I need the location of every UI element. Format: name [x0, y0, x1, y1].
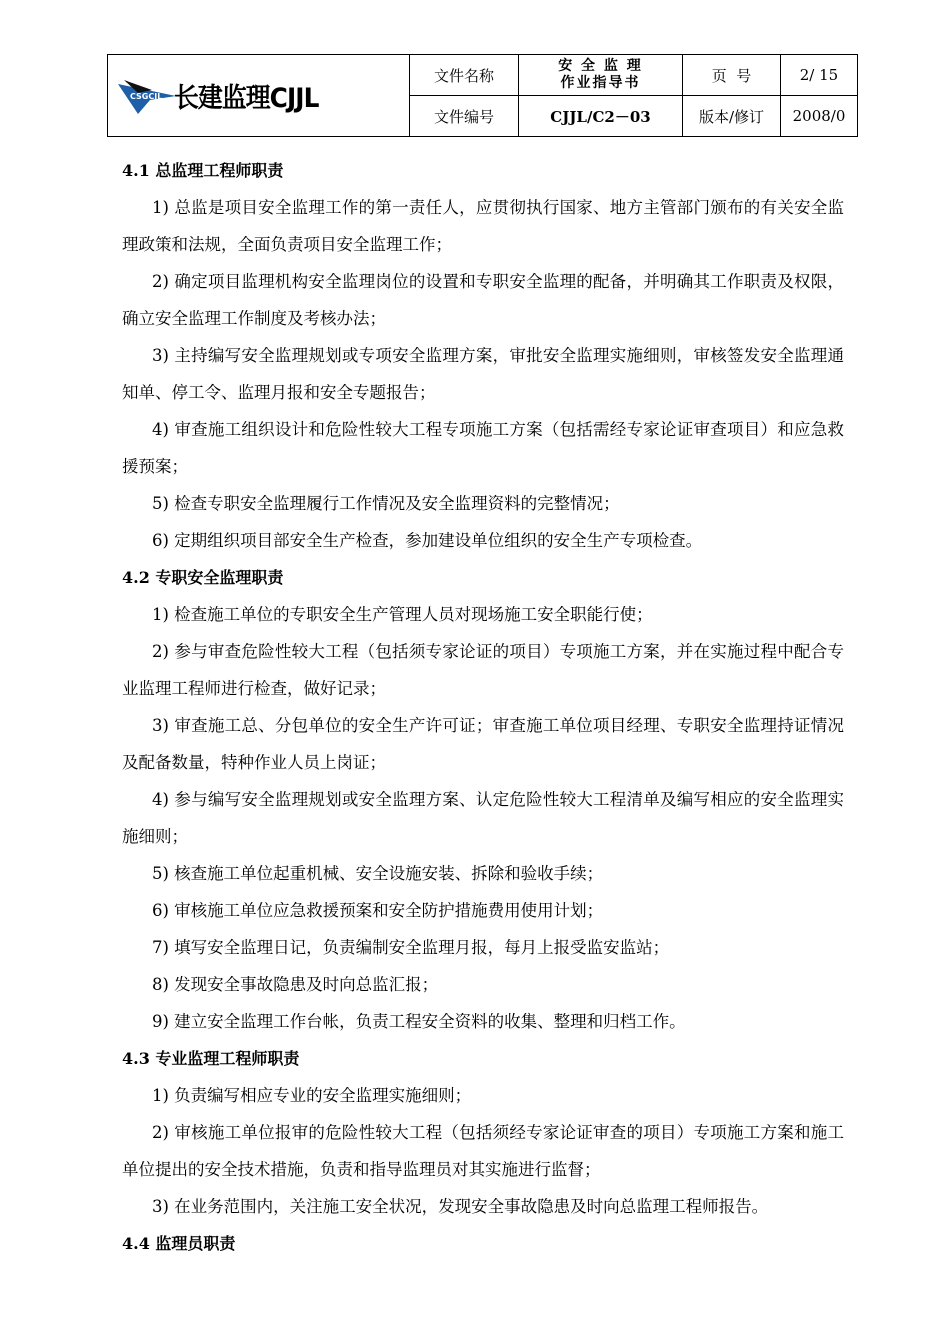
- logo-cell: [108, 55, 410, 137]
- list-item: 5) 检查专职安全监理履行工作情况及安全监理资料的完整情况；: [152, 494, 620, 513]
- list-item: 2) 审核施工单位报审的危险性较大工程（包括须经专家论证审查的项目）专项施工方案和施工单位提出的安全技术措施，负责和指导监理员对其实施进行监督；: [122, 1123, 844, 1179]
- file-name-line-2: 作业指导书: [560, 75, 641, 91]
- list-item: 1) 总监是项目安全监理工作的第一责任人，应贯彻执行国家、地方主管部门颁布的有关安全监理政策和法规，全面负责项目安全监理工作；: [122, 198, 844, 254]
- logo-mark-text: CSGCJL: [130, 91, 163, 101]
- version-label: 版本/修订: [683, 96, 781, 137]
- document-body: [122, 152, 844, 1262]
- section-heading: 4.1 总监理工程师职责: [122, 161, 284, 180]
- list-item: 2) 参与审查危险性较大工程（包括须专家论证的项目）专项施工方案，并在实施过程中配合专业监理工程师进行检查，做好记录；: [122, 642, 844, 698]
- file-name-label: 文件名称: [410, 55, 519, 96]
- file-no-label: 文件编号: [410, 96, 519, 137]
- page-label: 页 号: [683, 55, 781, 96]
- list-item: 8) 发现安全事故隐患及时向总监汇报；: [152, 975, 439, 994]
- company-logo-icon: [116, 76, 178, 116]
- document-header-table: [107, 54, 858, 137]
- list-item: 9) 建立安全监理工作台帐，负责工程安全资料的收集、整理和归档工作。: [152, 1012, 686, 1031]
- list-item: 6) 定期组织项目部安全生产检查，参加建设单位组织的安全生产专项检查。: [152, 531, 703, 550]
- page-value: 2/ 15: [781, 55, 858, 96]
- section-heading: 4.3 专业监理工程师职责: [122, 1049, 300, 1068]
- file-name-value: [519, 55, 683, 96]
- list-item: 5) 核查施工单位起重机械、安全设施安装、拆除和验收手续；: [152, 864, 604, 883]
- list-item: 6) 审核施工单位应急救援预案和安全防护措施费用使用计划；: [152, 901, 604, 920]
- section-heading: 4.4 监理员职责: [122, 1234, 236, 1253]
- list-item: 3) 在业务范围内，关注施工安全状况，发现安全事故隐患及时向总监理工程师报告。: [152, 1197, 769, 1216]
- list-item: 1) 检查施工单位的专职安全生产管理人员对现场施工安全职能行使；: [152, 605, 653, 624]
- list-item: 4) 审查施工组织设计和危险性较大工程专项施工方案（包括需经专家论证审查项目）和应急救援预案；: [122, 420, 844, 476]
- company-logo: [108, 76, 409, 116]
- company-name: 长建监理CJJL: [174, 83, 319, 114]
- version-value: 2008/0: [781, 96, 858, 137]
- list-item: 1) 负责编写相应专业的安全监理实施细则；: [152, 1086, 472, 1105]
- file-name-line-1: 安 全 监 理: [558, 58, 643, 74]
- list-item: 2) 确定项目监理机构安全监理岗位的设置和专职安全监理的配备，并明确其工作职责及权限，确立安全监理工作制度及考核办法；: [122, 272, 844, 328]
- file-no-value: CJJL/C2－03: [519, 96, 683, 137]
- list-item: 4) 参与编写安全监理规划或安全监理方案、认定危险性较大工程清单及编写相应的安全监理实施细则；: [122, 790, 844, 846]
- list-item: 7) 填写安全监理日记，负责编制安全监理月报，每月上报受监安监站；: [152, 938, 670, 957]
- list-item: 3) 审查施工总、分包单位的安全生产许可证；审查施工单位项目经理、专职安全监理持证情况及配备数量，特种作业人员上岗证；: [122, 716, 844, 772]
- list-item: 3) 主持编写安全监理规划或专项安全监理方案，审批安全监理实施细则，审核签发安全监理通知单、停工令、监理月报和安全专题报告；: [122, 346, 844, 402]
- section-heading: 4.2 专职安全监理职责: [122, 568, 284, 587]
